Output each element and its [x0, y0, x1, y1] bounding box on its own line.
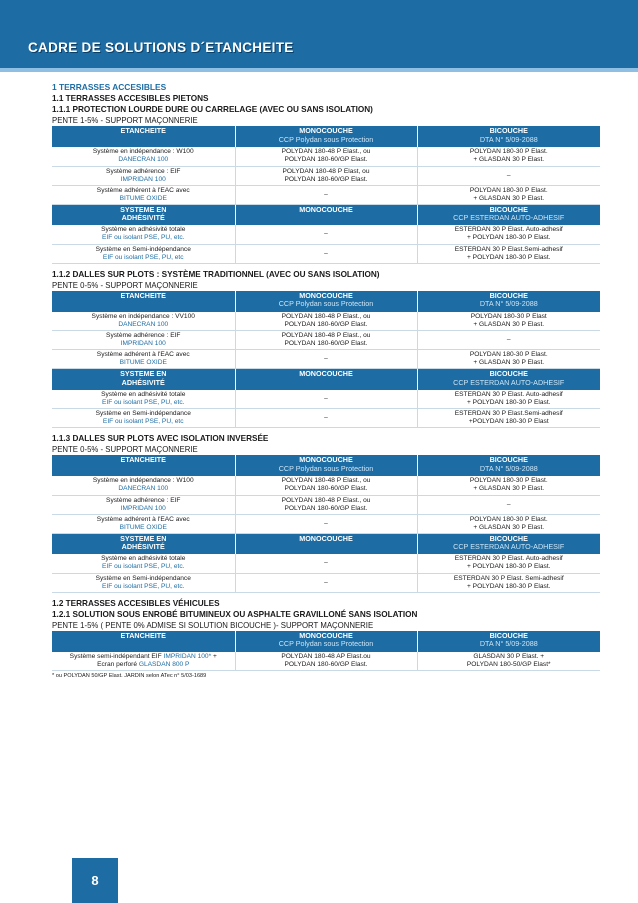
table-cell: ESTERDAN 30 P Elast. Auto-adhesif + POLYDAN 180-30 P Elast.: [417, 225, 600, 244]
table-cell: POLYDAN 180-30 P Elast + GLASDAN 30 P Elast.: [417, 312, 600, 331]
table-cell: POLYDAN 180-30 P Elast. + GLASDAN 30 P Elast.: [417, 514, 600, 533]
table-cell: ESTERDAN 30 P Elast. Auto-adhesif + POLYDAN 180-30 P Elast.: [417, 390, 600, 409]
table-row: [52, 185, 600, 204]
header-cell: ETANCHEITE: [52, 291, 235, 312]
header-cell: ETANCHEITE: [52, 631, 235, 652]
table-cell: ESTERDAN 30 P Elast.Semi-adhesif + POLYDAN 180-30 P Elast.: [417, 244, 600, 263]
page-title: CADRE DE SOLUTIONS D´ETANCHEITE: [28, 40, 294, 55]
table-cell: ESTERDAN 30 P Elast. Auto-adhesif + POLYDAN 180-30 P Elast.: [417, 554, 600, 573]
table-row: [52, 166, 600, 185]
header-cell: MONOCOUCHE CCP Polydan sous Protection: [235, 631, 417, 652]
table-row: [52, 409, 600, 428]
block-title: 1.2.1 SOLUTION SOUS ENROBÉ BITUMINEUX OU ASPHALTE GRAVILLONÉ SANS ISOLATION: [52, 609, 418, 619]
table-header-row: [52, 291, 600, 312]
table-cell: –: [235, 554, 417, 573]
block-note: PENTE 1-5% - SUPPORT MAÇONNERIE: [52, 116, 198, 125]
header-cell: MONOCOUCHE: [235, 369, 417, 390]
table-cell: Système adhérence : EIF IMPRIDAN 100: [52, 331, 235, 350]
header-band: [0, 0, 638, 72]
block-note: PENTE 0-5% - SUPPORT MAÇONNERIE: [52, 445, 198, 454]
table-cell: –: [235, 409, 417, 428]
table-header-row: [52, 533, 600, 554]
subsection-title: 1.2 TERRASSES ACCESIBLES VÉHICULES: [52, 598, 220, 608]
solutions-table: [52, 631, 600, 672]
table-cell: POLYDAN 180-48 AP Elast.ou POLYDAN 180-60/GP Elast.: [235, 652, 417, 671]
block-note: PENTE 1-5% ( PENTE 0% ADMISE SI SOLUTION BICOUCHE )- SUPPORT MAÇONNERIE: [52, 620, 374, 630]
header-cell: ETANCHEITE: [52, 126, 235, 147]
header-cell: BICOUCHE DTA N° 5/09-2088: [417, 126, 600, 147]
header-cell: SYSTEME EN ADHÉSIVITÉ: [52, 369, 235, 390]
block-title: 1.1.2 DALLES SUR PLOTS : SYSTÈME TRADITIONNEL (AVEC OU SANS ISOLATION): [52, 269, 380, 279]
table-cell: Système en adhésivité totale EIF ou isolant PSE, PU, etc.: [52, 554, 235, 573]
block-note: PENTE 0-5% - SUPPORT MAÇONNERIE: [52, 280, 198, 290]
table-cell: Système en Semi-indépendance EIF ou isolant PSE, PU, etc: [52, 244, 235, 263]
header-cell: ETANCHEITE: [52, 455, 235, 476]
header-cell: SYSTEME EN ADHÉSIVITÉ: [52, 533, 235, 554]
table-cell: ESTERDAN 30 P Elast. Semi-adhesif + POLYDAN 180-30 P Elast.: [417, 573, 600, 592]
table-cell: POLYDAN 180-48 P Elast., ou POLYDAN 180-60/GP Elast.: [235, 476, 417, 495]
table-cell: POLYDAN 180-48 P Elast, ou POLYDAN 180-60/GP Elast.: [235, 166, 417, 185]
block-title: 1.1.1 PROTECTION LOURDE DURE OU CARRELAGE (AVEC OU SANS ISOLATION): [52, 105, 373, 114]
table-cell: ESTERDAN 30 P Elast.Semi-adhesif +POLYDAN 180-30 P Elast: [417, 409, 600, 428]
table-cell: –: [417, 495, 600, 514]
table-cell: POLYDAN 180-30 P Elast. + GLASDAN 30 P Elast.: [417, 476, 600, 495]
table-cell: POLYDAN 180-30 P Elast. + GLASDAN 30 P Elast.: [417, 350, 600, 369]
table-row: [52, 573, 600, 592]
table-row: [52, 554, 600, 573]
table-header-row: [52, 204, 600, 225]
table-row: [52, 652, 600, 671]
table-cell: Système adhérent à l'EAC avec BITUME OXIDE: [52, 514, 235, 533]
table-cell: –: [235, 244, 417, 263]
table-header-row: [52, 455, 600, 476]
table-cell: Système en indépendance : VV100 DANECRAN 100: [52, 312, 235, 331]
table-cell: POLYDAN 180-48 P Elast., ou POLYDAN 180-60/GP Elast.: [235, 312, 417, 331]
table-row: [52, 514, 600, 533]
header-cell: BICOUCHE CCP ESTERDAN AUTO-ADHESIF: [417, 533, 600, 554]
table-cell: Système en adhésivité totale EIF ou isolant PSE, PU, etc.: [52, 225, 235, 244]
table-row: [52, 312, 600, 331]
table-cell: GLASDAN 30 P Elast. + POLYDAN 180-50/GP Elast*: [417, 652, 600, 671]
table-cell: Système en indépendance : W100 DANECRAN 100: [52, 476, 235, 495]
table-row: [52, 225, 600, 244]
table-cell: –: [235, 573, 417, 592]
solutions-table: [52, 291, 600, 429]
header-cell: MONOCOUCHE: [235, 533, 417, 554]
header-cell: BICOUCHE CCP ESTERDAN AUTO-ADHESIF: [417, 369, 600, 390]
table-cell: POLYDAN 180-30 P Elast. + GLASDAN 30 P Elast.: [417, 147, 600, 166]
table-cell: Système en indépendance : W100 DANECRAN 100: [52, 147, 235, 166]
table-row: [52, 147, 600, 166]
header-cell: MONOCOUCHE: [235, 204, 417, 225]
table-cell: –: [417, 166, 600, 185]
document-body: [52, 82, 600, 679]
header-cell: BICOUCHE DTA N° 5/09-2088: [417, 631, 600, 652]
table-header-row: [52, 369, 600, 390]
section-title: 1 TERRASSES ACCESIBLES: [52, 82, 167, 92]
table-header-row: [52, 631, 600, 652]
table-row: [52, 244, 600, 263]
table-row: [52, 495, 600, 514]
table-row: [52, 390, 600, 409]
header-cell: BICOUCHE DTA N° 5/09-2088: [417, 291, 600, 312]
header-cell: BICOUCHE CCP ESTERDAN AUTO-ADHESIF: [417, 204, 600, 225]
table-cell: –: [235, 390, 417, 409]
table-cell: –: [235, 225, 417, 244]
table-cell: Système adhérence : EIF IMPRIDAN 100: [52, 495, 235, 514]
page-number: 8: [72, 858, 118, 903]
table-cell: POLYDAN 180-48 P Elast., ou POLYDAN 180-60/GP Elast.: [235, 331, 417, 350]
table-cell: Système en adhésivité totale EIF ou isolant PSE, PU, etc.: [52, 390, 235, 409]
table-cell: Système semi-indépendant EIF IMPRIDAN 100* + Ecran perforé GLASDAN 800 P: [52, 652, 235, 671]
footnote: * ou POLYDAN 50/GP Elast. JARDIN selon ATec n° 5/03-1689: [52, 673, 207, 679]
subsection-title: 1.1 TERRASSES ACCESIBLES PIETONS: [52, 94, 209, 103]
table-row: [52, 350, 600, 369]
table-row: [52, 331, 600, 350]
table-cell: –: [235, 350, 417, 369]
table-row: [52, 476, 600, 495]
table-cell: Système adhérence : EIF IMPRIDAN 100: [52, 166, 235, 185]
table-cell: POLYDAN 180-48 P Elast., ou POLYDAN 180-60/GP Elast.: [235, 147, 417, 166]
table-cell: –: [235, 185, 417, 204]
table-cell: Système en Semi-indépendance EIF ou isolant PSE, PU, etc.: [52, 573, 235, 592]
block-title: 1.1.3 DALLES SUR PLOTS AVEC ISOLATION INVERSÉE: [52, 434, 269, 443]
header-cell: MONOCOUCHE CCP Polydan sous Protection: [235, 126, 417, 147]
table-cell: POLYDAN 180-48 P Elast., ou POLYDAN 180-60/GP Elast.: [235, 495, 417, 514]
table-cell: Système en Semi-indépendance EIF ou isolant PSE, PU, etc: [52, 409, 235, 428]
table-cell: –: [235, 514, 417, 533]
solutions-table: [52, 126, 600, 264]
header-cell: BICOUCHE DTA N° 5/09-2088: [417, 455, 600, 476]
table-header-row: [52, 126, 600, 147]
header-cell: MONOCOUCHE CCP Polydan sous Protection: [235, 291, 417, 312]
table-cell: Système adhérent à l'EAC avec BITUME OXIDE: [52, 185, 235, 204]
solutions-table: [52, 455, 600, 593]
table-cell: Système adhérent à l'EAC avec BITUME OXIDE: [52, 350, 235, 369]
header-cell: SYSTEME EN ADHÉSIVITÉ: [52, 204, 235, 225]
header-cell: MONOCOUCHE CCP Polydan sous Protection: [235, 455, 417, 476]
table-cell: POLYDAN 180-30 P Elast. + GLASDAN 30 P Elast.: [417, 185, 600, 204]
table-cell: –: [417, 331, 600, 350]
